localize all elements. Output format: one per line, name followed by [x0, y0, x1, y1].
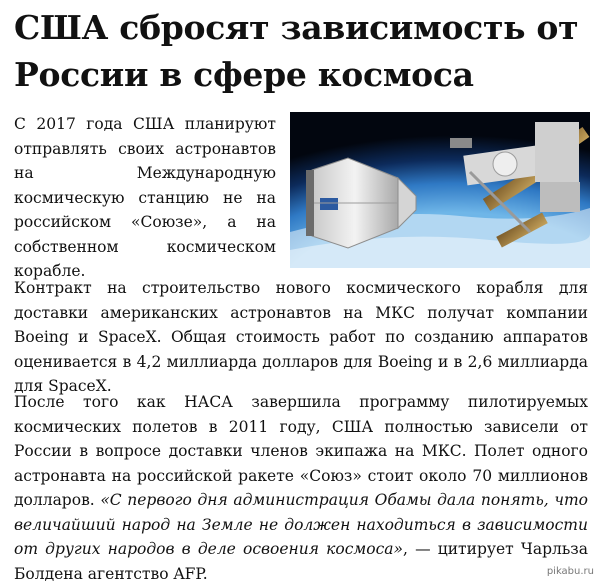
watermark: pikabu.ru	[546, 566, 594, 577]
spacecraft-illustration	[290, 112, 590, 268]
quote: «С первого дня администрация Обамы дала понять, что величайший народ на Земле не должен находиться в зависимости от других народов в деле освоения космоса»	[14, 491, 588, 558]
paragraph-text: После того как НАСА завершила программу пилотируемых космических полетов в 2011 году, США полностью зависели от России в вопросе доставки членов экипажа на МКС. Полет одного астронавта на российской ракете «Союз» стоит около 70 миллионов долларов.	[14, 393, 588, 509]
quote-attribution: , — цитирует Чарльза Болдена агентство AFP.	[14, 540, 589, 583]
article-lead: С 2017 года США планируют отправлять своих астронавтов на Международную космическую станцию не на российском «Союзе», а на собственном космическом корабле.	[14, 115, 276, 280]
article-paragraph	[14, 390, 588, 586]
article-title: США сбросят зависимость от России в сфере космоса	[14, 8, 579, 94]
spacecraft-image	[290, 112, 590, 268]
article-paragraph: Контракт на строительство нового космического корабля для доставки американских астронавтов на МКС получат компании Boeing и SpaceX. Общая стоимость работ по созданию аппаратов оценивается в 4,2 миллиарда долларов для Boeing и в 2,6 миллиарда для SpaceX.	[14, 279, 588, 395]
